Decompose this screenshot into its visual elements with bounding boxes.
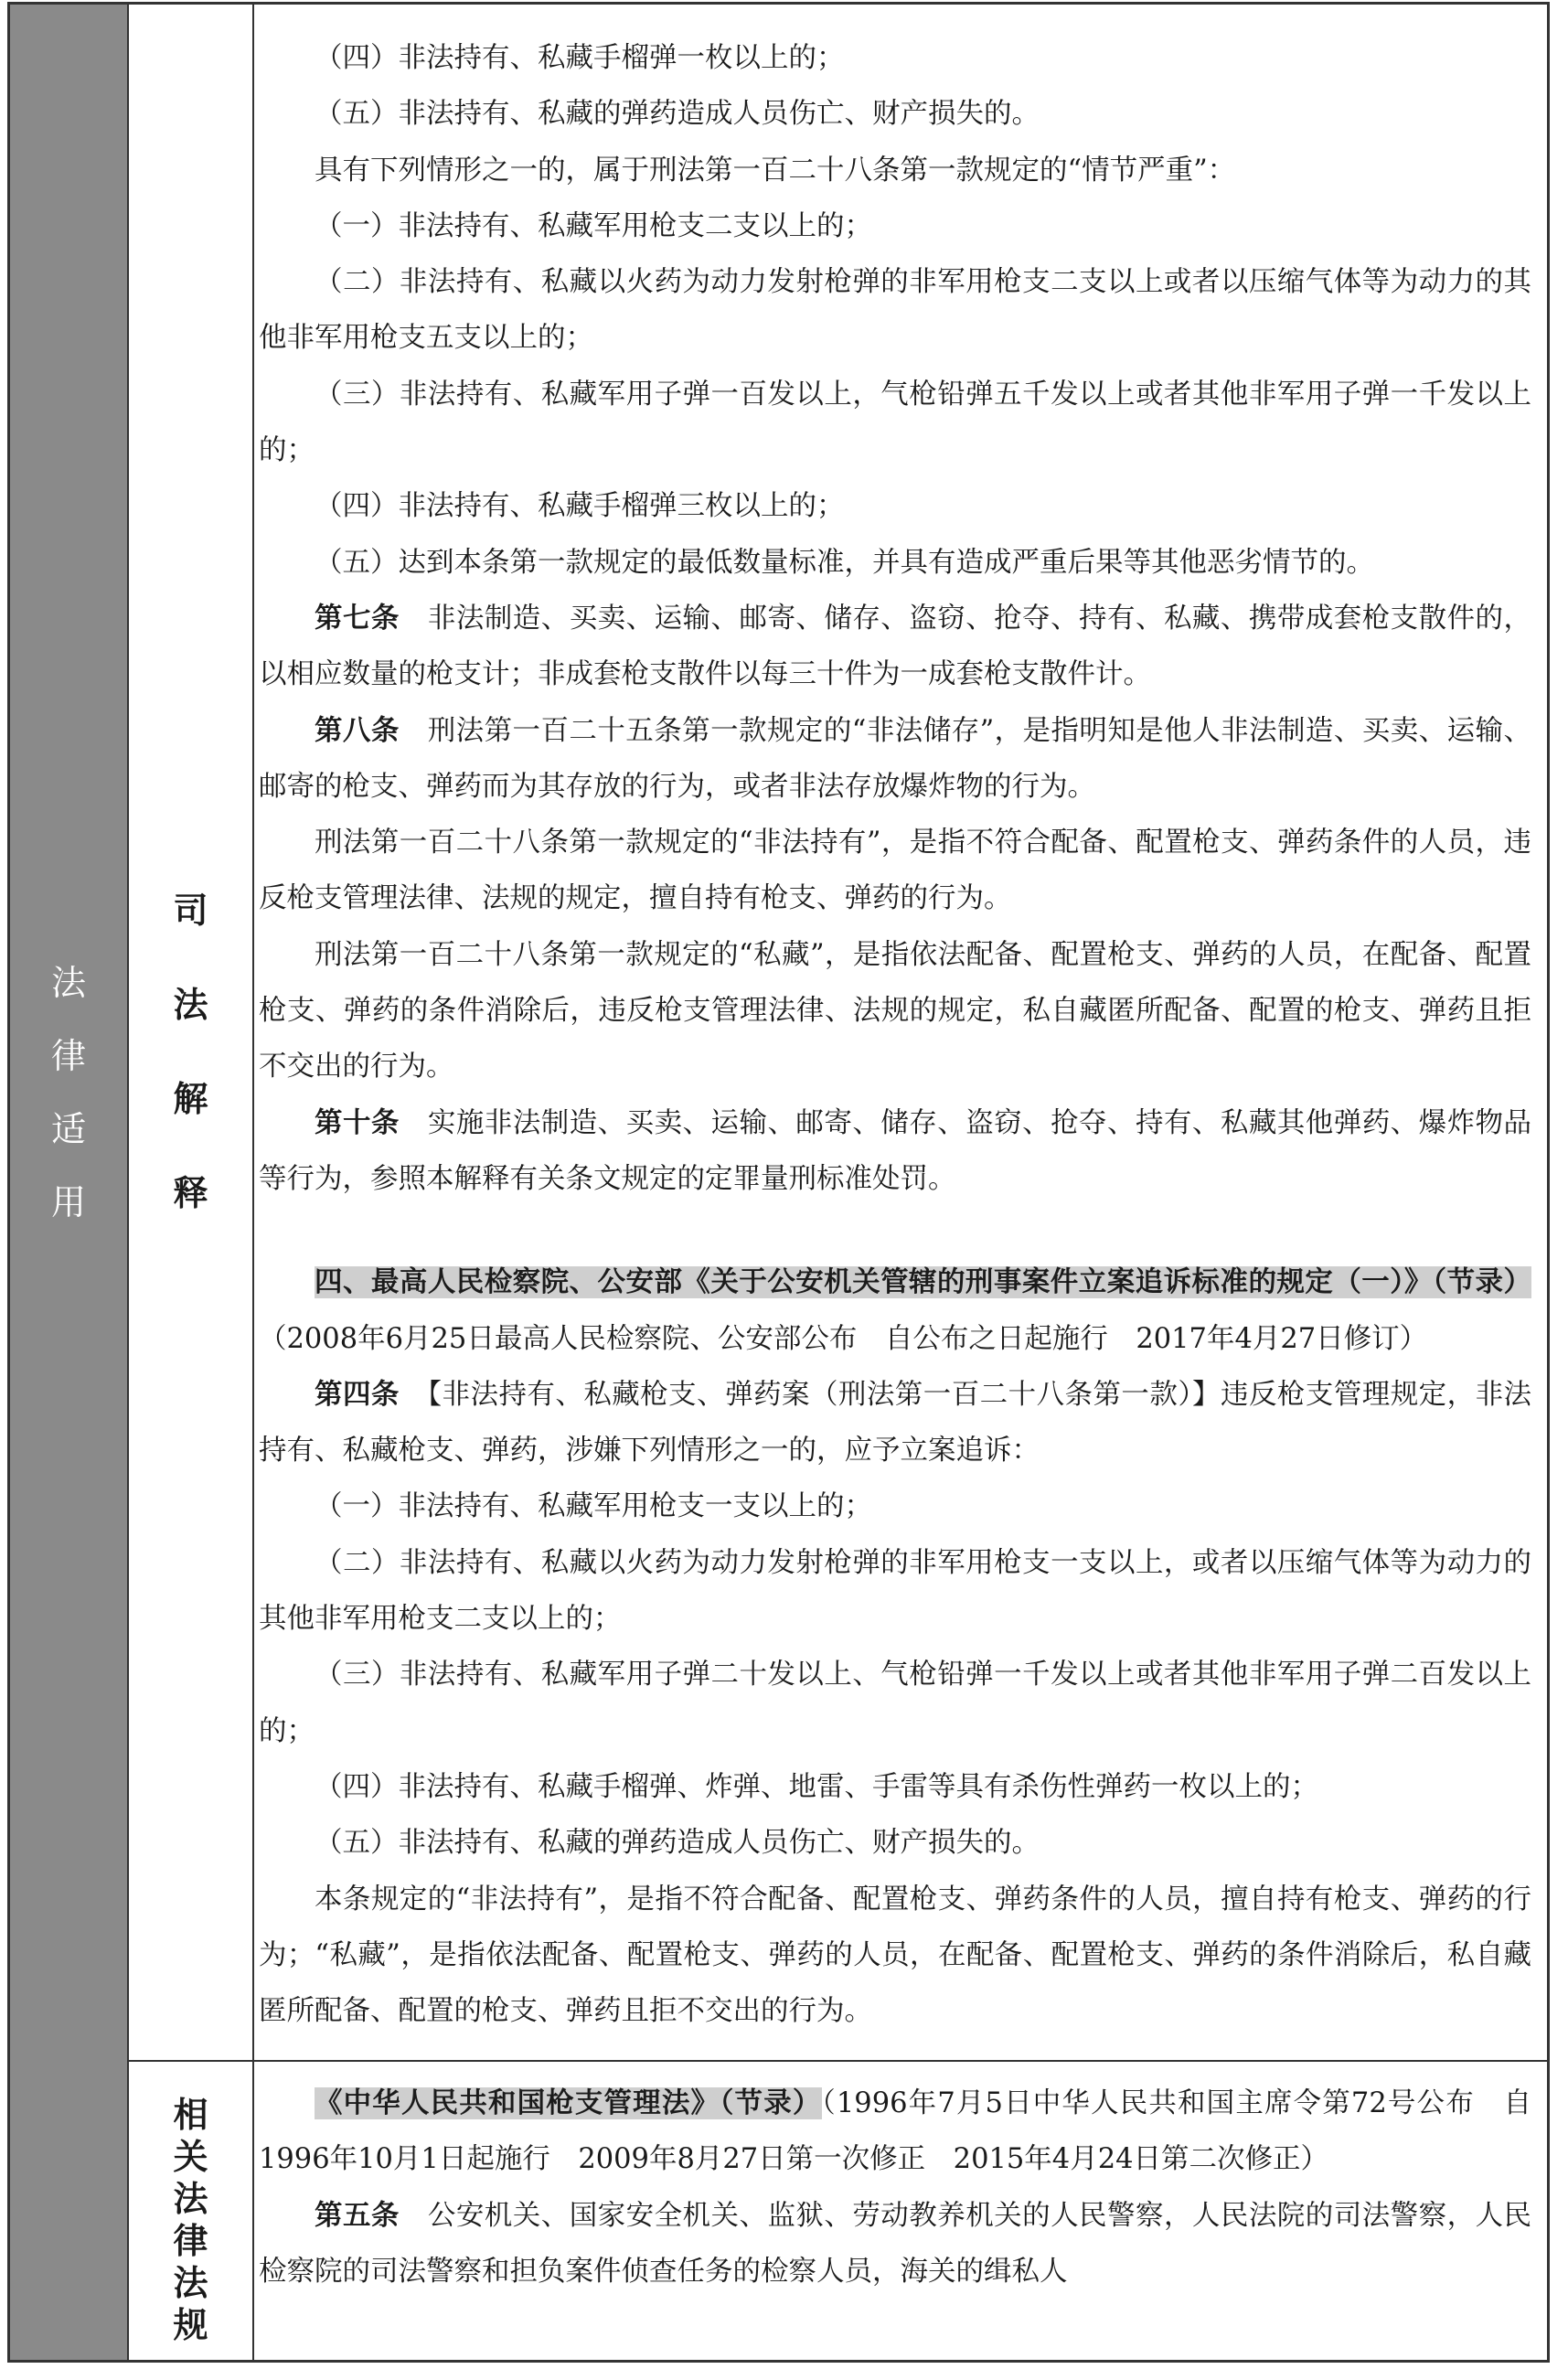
- article-label: 第七条: [315, 602, 400, 635]
- paragraph: （五）非法持有、私藏的弹药造成人员伤亡、财产损失的。: [315, 98, 1040, 131]
- article-10: 第十条 实施非法制造、买卖、运输、邮寄、储存、盗窃、抢夺、持有、私藏其他弹药、爆炸物品等行为，参照本解释有关条文规定的定罪量刑标准处罚。: [259, 1106, 1532, 1195]
- article-5: 第五条 公安机关、国家安全机关、监狱、劳动教养机关的人民警察，人民法院的司法警察，人民检察院的司法警察和担负案件侦查任务的检察人员，海关的缉私人: [259, 2199, 1532, 2288]
- related-laws-content: [259, 2076, 1531, 2300]
- article-8: 第八条 刑法第一百二十五条第一款规定的“非法储存”，是指明知是他人非法制造、买卖、运输、邮寄的枪支、弹药而为其存放的行为，或者非法存放爆炸物的行为。: [259, 714, 1531, 803]
- section-heading: [259, 1254, 1531, 1367]
- article-label: 第五条: [315, 2199, 400, 2232]
- article-label: 第四条: [315, 1378, 400, 1411]
- paragraph: （四）非法持有、私藏手榴弹一枚以上的；: [315, 42, 845, 74]
- law-application-column: [10, 5, 129, 2360]
- source-note: （1996年7月5日中华人民共和国主席令第72号公布 自1996年10月1日起施行 2009年8月27日第一次修正 2015年4月24日第二次修正）: [259, 2087, 1531, 2176]
- law-title: 《中华人民共和国枪支管理法》（节录）: [315, 2087, 822, 2119]
- article-7: 第七条 非法制造、买卖、运输、邮寄、储存、盗窃、抢夺、持有、私藏、携带成套枪支散件的，以相应数量的枪支计；非成套枪支散件以每三十件为一成套枪支散件计。: [259, 602, 1532, 691]
- paragraph: 刑法第一百二十八条第一款规定的“非法持有”，是指不符合配备、配置枪支、弹药条件的人员，违反枪支管理法律、法规的规定，擅自持有枪支、弹药的行为。: [259, 827, 1531, 915]
- regulation-title: 四、最高人民检察院、公安部《关于公安机关管辖的刑事案件立案追诉标准的规定（一）》（节录）: [315, 1266, 1531, 1299]
- paragraph: 具有下列情形之一的，属于刑法第一百二十八条第一款规定的“情节严重”：: [315, 154, 1236, 187]
- paragraph: （五）达到本条第一款规定的最低数量标准，并具有造成严重后果等其他恶劣情节的。: [315, 546, 1374, 579]
- paragraph: （二）非法持有、私藏以火药为动力发射枪弹的非军用枪支一支以上，或者以压缩气体等为动力的其他非军用枪支二支以上的；: [259, 1546, 1531, 1636]
- section-heading: [259, 2076, 1531, 2188]
- judicial-interpretation-content: [259, 30, 1531, 2039]
- row-divider: [129, 2060, 1547, 2062]
- paragraph: （四）非法持有、私藏手榴弹三枚以上的；: [315, 490, 845, 523]
- category-column: [129, 5, 254, 2360]
- paragraph: 本条规定的“非法持有”，是指不符合配备、配置枪支、弹药条件的人员，擅自持有枪支、弹药的行为；“私藏”，是指依法配备、配置枪支、弹药的人员，在配备、配置枪支、弹药的条件消除后，私自藏匿所配备、配置的枪支、弹药且拒不交出的行为。: [259, 1883, 1531, 2028]
- spacer: [259, 1207, 1531, 1254]
- paragraph: （一）非法持有、私藏军用枪支二支以上的；: [315, 209, 872, 242]
- paragraph: （二）非法持有、私藏以火药为动力发射枪弹的非军用枪支二支以上或者以压缩气体等为动力的其他非军用枪支五支以上的；: [259, 266, 1531, 355]
- related-laws-label: 相 关 法 律 法 规: [173, 2095, 208, 2345]
- article-4: 第四条 【非法持有、私藏枪支、弹药案（刑法第一百二十八条第一款）】违反枪支管理规定，非法持有、私藏枪支、弹药，涉嫌下列情形之一的，应予立案追诉：: [259, 1378, 1532, 1467]
- paragraph: （五）非法持有、私藏的弹药造成人员伤亡、财产损失的。: [315, 1827, 1040, 1860]
- article-label: 第八条: [315, 714, 400, 747]
- article-label: 第十条: [315, 1106, 400, 1139]
- paragraph: （三）非法持有、私藏军用子弹一百发以上，气枪铅弹五千发以上或者其他非军用子弹一千发以上的；: [259, 378, 1531, 467]
- paragraph: （一）非法持有、私藏军用枪支一支以上的；: [315, 1490, 872, 1523]
- paragraph: （三）非法持有、私藏军用子弹二十发以上、气枪铅弹一千发以上或者其他非军用子弹二百发以上的；: [259, 1659, 1531, 1747]
- law-application-label: 法 律 适 用: [50, 963, 86, 1222]
- judicial-interpretation-label: 司 法 解 释: [173, 891, 208, 1213]
- paragraph: （四）非法持有、私藏手榴弹、炸弹、地雷、手雷等具有杀伤性弹药一枚以上的；: [315, 1770, 1318, 1803]
- paragraph: 刑法第一百二十八条第一款规定的“私藏”，是指依法配备、配置枪支、弹药的人员，在配备、配置枪支、弹药的条件消除后，违反枪支管理法律、法规的规定，私自藏匿所配备、配置的枪支、弹药且拒不交出的行为。: [259, 938, 1531, 1083]
- source-note: （2008年6月25日最高人民检察院、公安部公布 自公布之日起施行 2017年4月27日修订）: [259, 1322, 1428, 1355]
- article-title: 【非法持有、私藏枪支、弹药案（刑法第一百二十八条第一款）】: [427, 1378, 1221, 1411]
